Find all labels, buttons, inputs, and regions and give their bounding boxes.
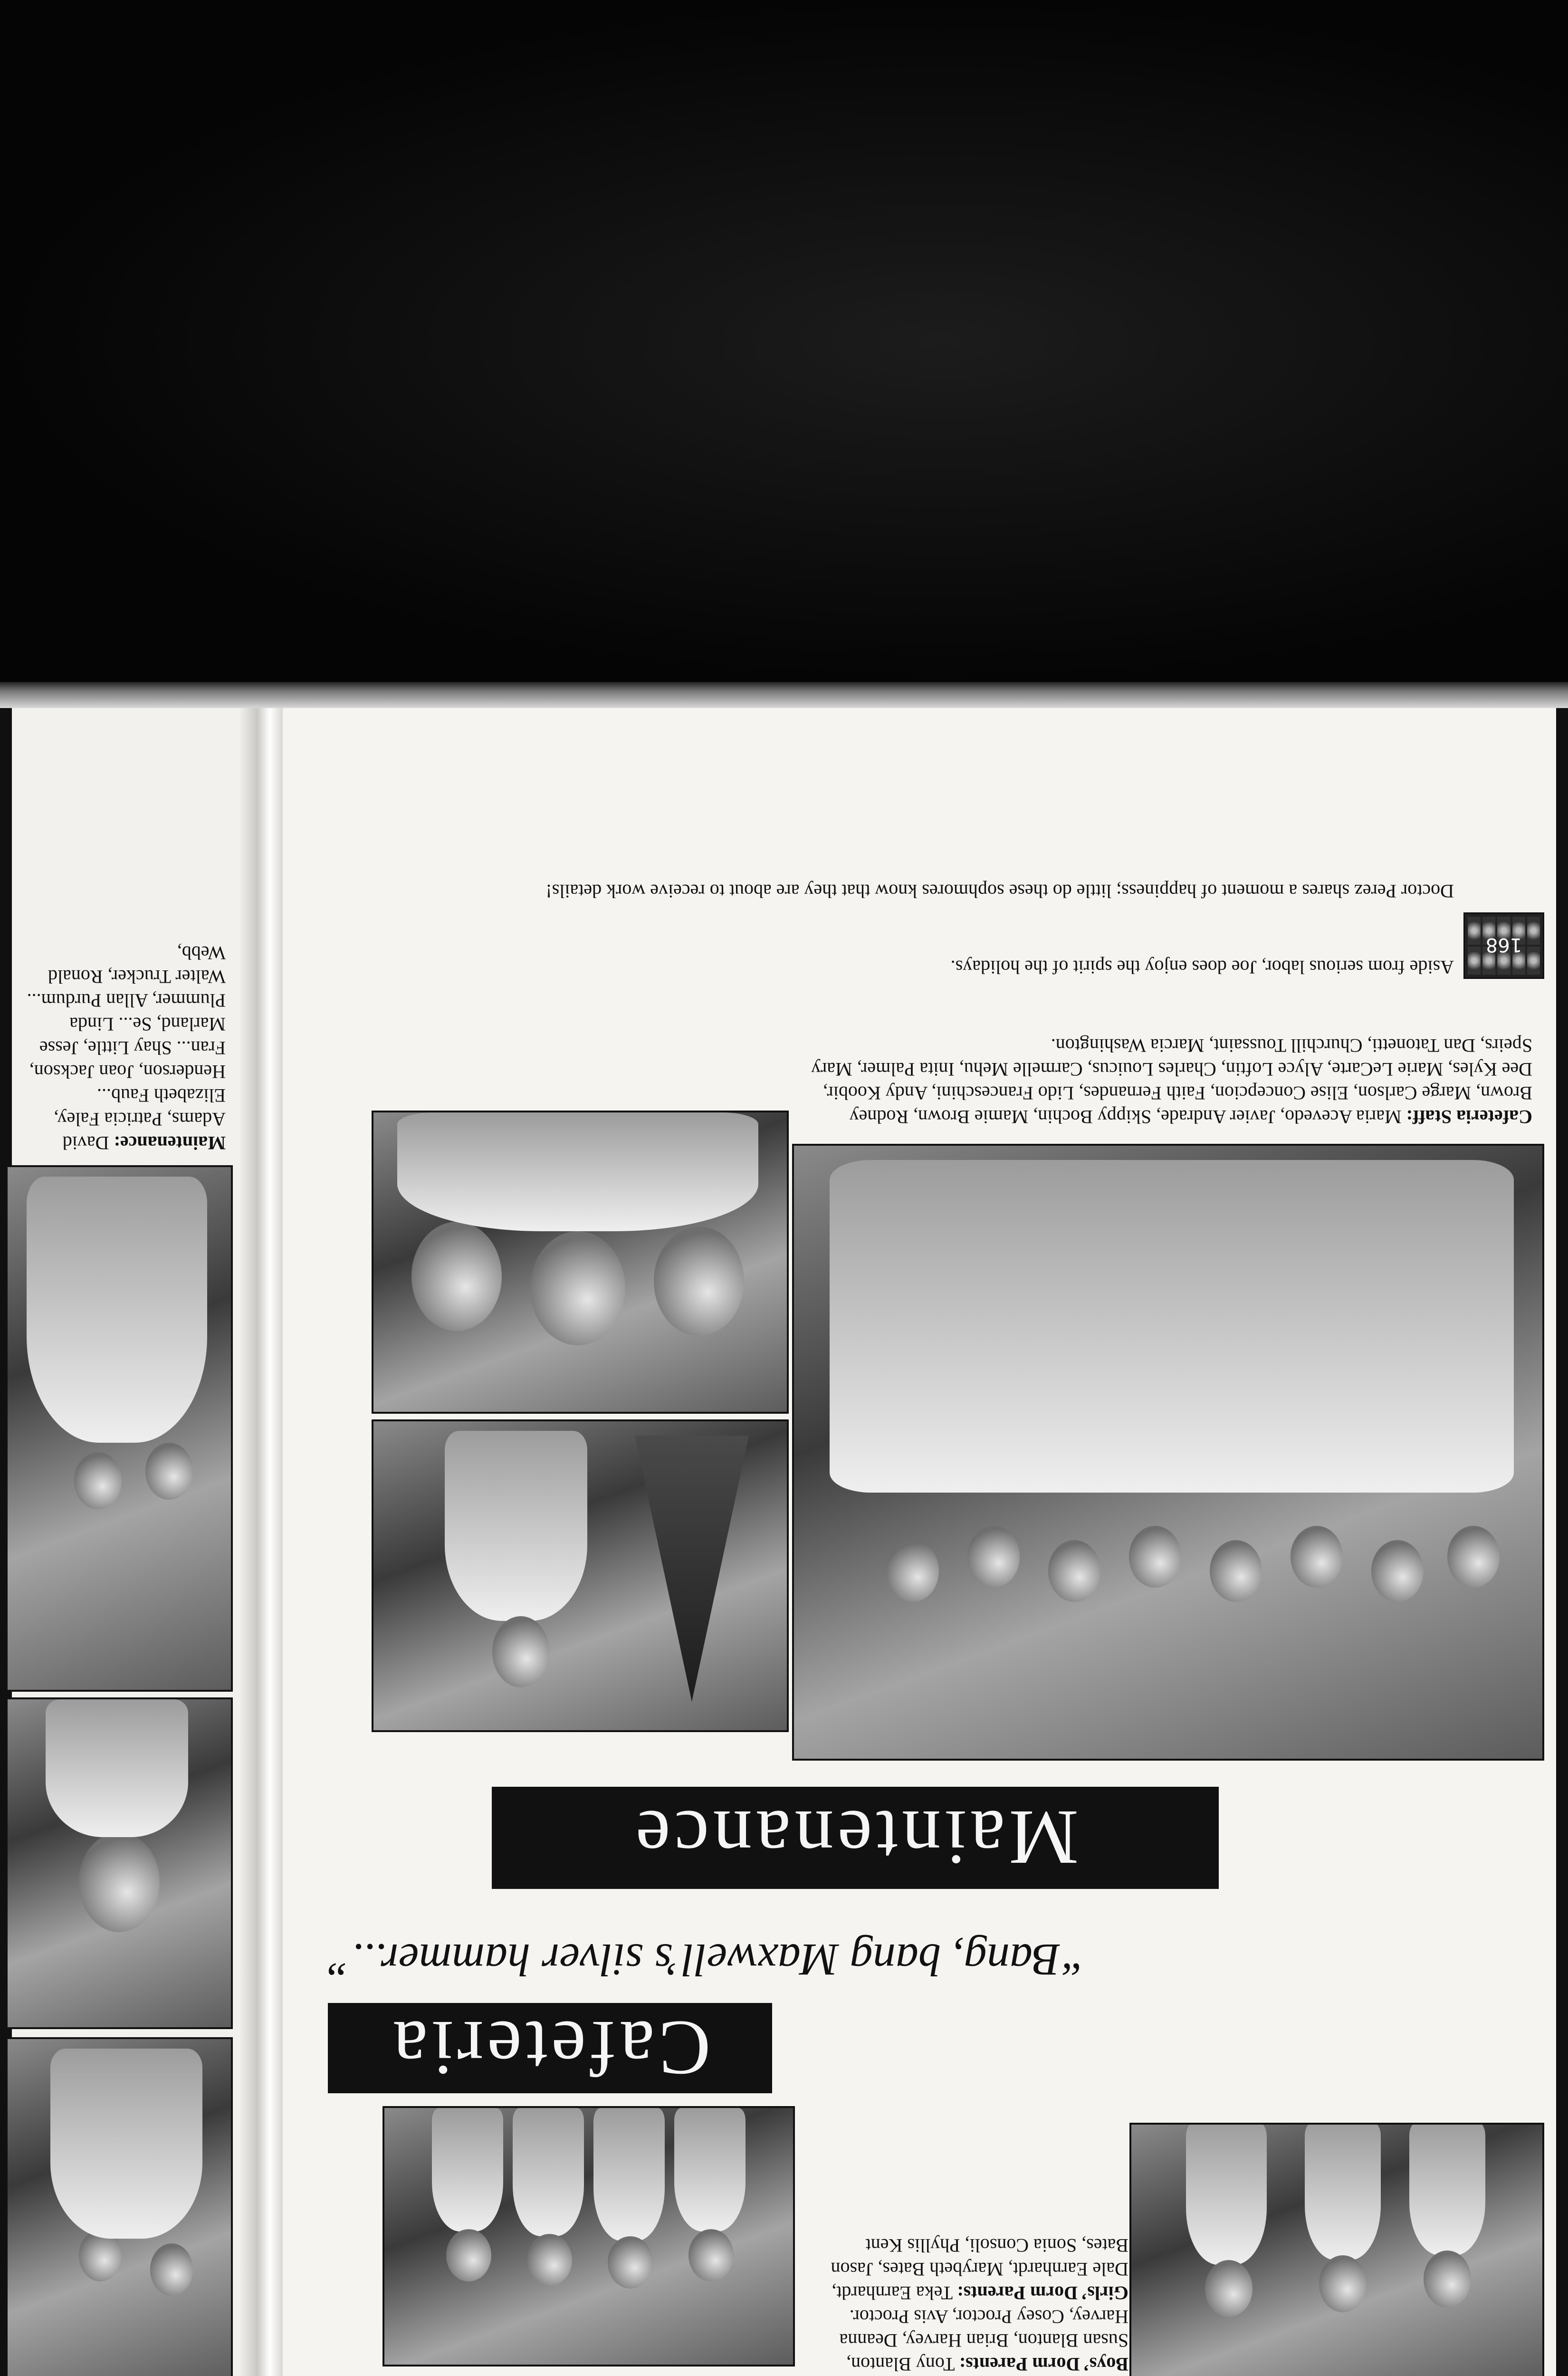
boys-dorm-caption: Boys’ Dorm Parents: Tony Blanton, Susan Blanton, Brian Harvey, Deanna Harvey, Cosey Proctor, Avis Proctor. Girls’ Dorm Parents: Teka Earnhardt, Dale Earnhardt, Marybeth Bates, Jason Bates, Sonia Consoli, Phyllis Kent xyxy=(831,2235,1128,2375)
cafeteria-banner xyxy=(328,2003,772,2093)
photo-right-maintenance xyxy=(6,1165,233,1692)
cafeteria-heading: Cafeteria xyxy=(389,2005,711,2092)
photo-dorm-parents-1 xyxy=(1129,2123,1544,2376)
perez-caption: Doctor Perez shares a moment of happiness; little do these sophmores know that they are about to receive work details! xyxy=(545,881,1454,902)
paper xyxy=(12,703,1556,2376)
photo-holiday-tree xyxy=(372,1419,789,1732)
scanner-background xyxy=(0,0,1568,682)
page-folio xyxy=(1463,912,1544,979)
photo-dorm-parents-2 xyxy=(382,2106,795,2366)
photo-right-group xyxy=(6,2037,233,2376)
page-gutter xyxy=(240,703,283,2376)
cafeteria-staff-caption: Cafeteria Staff: Maria Acevedo, Javier Andrade, Skippy Bochin, Mamie Brown, Rodney Brown, Marge Carlson, Elise Concepcion, Faith Fernandes, Lido Franceschini, Andy Koobir, Dee Kyles, Marie LeCarte, Alyce Loftin, Charles Louicus, Carmelle Mehu, Inita Palmer, Mary Speirs, Dan Tatonetti, Churchill Toussaint, Marcia Washington. xyxy=(811,1035,1532,1128)
photo-perez-sophmores xyxy=(372,1111,789,1414)
photo-right-ballcap xyxy=(6,1697,233,2029)
holiday-caption: Aside from serious labor, Joe does enjoy the spirit of the holidays. xyxy=(950,957,1454,978)
photo-cafeteria-staff xyxy=(792,1144,1544,1761)
section-quote: “Bang, bang Maxwell’s silver hammer...” xyxy=(326,1935,1086,1985)
maintenance-banner xyxy=(492,1787,1219,1889)
maintenance-heading: Maintenance xyxy=(631,1794,1079,1882)
maintenance-caption: Maintenance: David Adams, Patricia Faley, Elizabeth Faub... Henderson, Joan Jackson, Fran... Shay Little, Jesse Marland, Se... Linda Plummer, Allan Purdum... Walter Trucker, Ronald Webb, xyxy=(27,942,226,1154)
page-edge xyxy=(0,680,1568,708)
page-number: 168 xyxy=(1485,934,1522,956)
